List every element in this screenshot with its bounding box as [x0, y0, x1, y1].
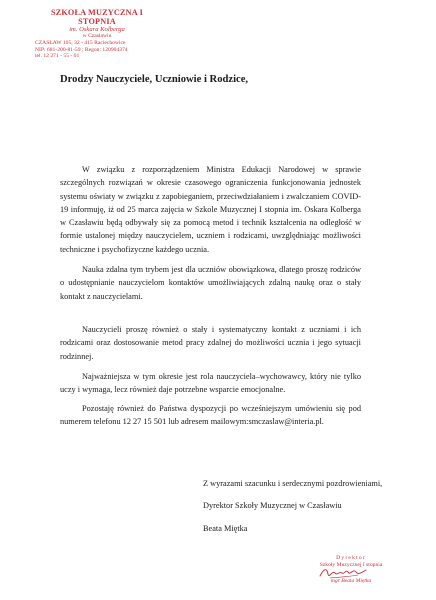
paragraph-text: Nauczycieli proszę również o stały i systematyczny kontakt z uczniami i ich rodzicami oraz dostosowanie metod pracy zdalnej do możliwości ucznia i jego sytuacji rodzinnej.: [60, 325, 361, 361]
letterhead-patron: im. Oskara Kolberga: [69, 26, 125, 33]
salutation: Drodzy Nauczyciele, Uczniowie i Rodzice,: [60, 74, 249, 85]
letterhead-stamp: [32, 8, 162, 60]
signature-stamp-name: mgr Beata Miętka: [330, 578, 372, 584]
closing-title: Dyrektor Szkoły Muzycznej w Czasławiu: [203, 501, 342, 510]
letter-body-paragraph-3: [60, 323, 361, 363]
letter-body-paragraph-2: [60, 263, 361, 303]
paragraph-text: Nauka zdalna tym trybem jest dla uczniów obowiązkowa, dlatego proszę rodziców o udostępnianie nauczycielom kontaktów umożliwiających zdalną naukę oraz o stały kontakt z nauczycielami.: [60, 265, 361, 301]
letterhead-address: CZASŁAW 105, 32 - 415 Raciechowice: [35, 40, 126, 46]
letterhead-phone: tel. 12 271 - 55 - 01: [35, 53, 80, 60]
letterhead-ids: NIP: 681-200-81-59 ; Regon: 120904374: [35, 46, 128, 53]
signature-stamp-role: Dyrektor: [336, 555, 366, 561]
letterhead-location: w Czasławiu: [82, 33, 112, 40]
letterhead-school-name: SZKOŁA MUZYCZNA I STOPNIA: [50, 8, 144, 26]
handwritten-signature-icon: [318, 564, 370, 582]
closing-greeting: Z wyrazami szacunku i serdecznymi pozdrowieniami,: [203, 479, 383, 488]
letter-body-paragraph-5: [60, 402, 361, 429]
signature-stamp-school: Szkoły Muzycznej I stopnia: [319, 562, 383, 568]
letter-body-paragraph-1: [60, 163, 361, 256]
paragraph-text: W związku z rozporządzeniem Ministra Edukacji Narodowej w sprawie szczególnych rozwiązań w okresie czasowego ograniczenia funkcjonowania jednostek systemu oświaty w związku z zapobieganiem, przeciwdziałaniem i zwalczaniem COVID-19 informuję, iż od 25 marca zajęcia w Szkole Muzycznej I stopnia im. Oskara Kolberga w Czasławiu będą odbywały się za pomocą metod i technik kształcenia na odległość w formie ustalonej między nauczycielem, uczniem i rodzicami, uwzględniając możliwości techniczne i psychofizyczne każdego ucznia.: [60, 165, 361, 254]
paragraph-text: Najważniejsza w tym okresie jest rola nauczyciela–wychowawcy, który nie tylko uczy i wymaga, lecz również daje potrzebne wsparcie emocjonalne.: [60, 372, 361, 395]
closing-name: Beata Miętka: [203, 524, 248, 533]
paragraph-text: Pozostaję również do Państwa dyspozycji po wcześniejszym umówieniu się pod numerem telefonu 12 27 15 501 lub adresem mailowym:smczaslaw@interia.pl.: [60, 404, 361, 427]
letter-body-paragraph-4: [60, 370, 361, 397]
